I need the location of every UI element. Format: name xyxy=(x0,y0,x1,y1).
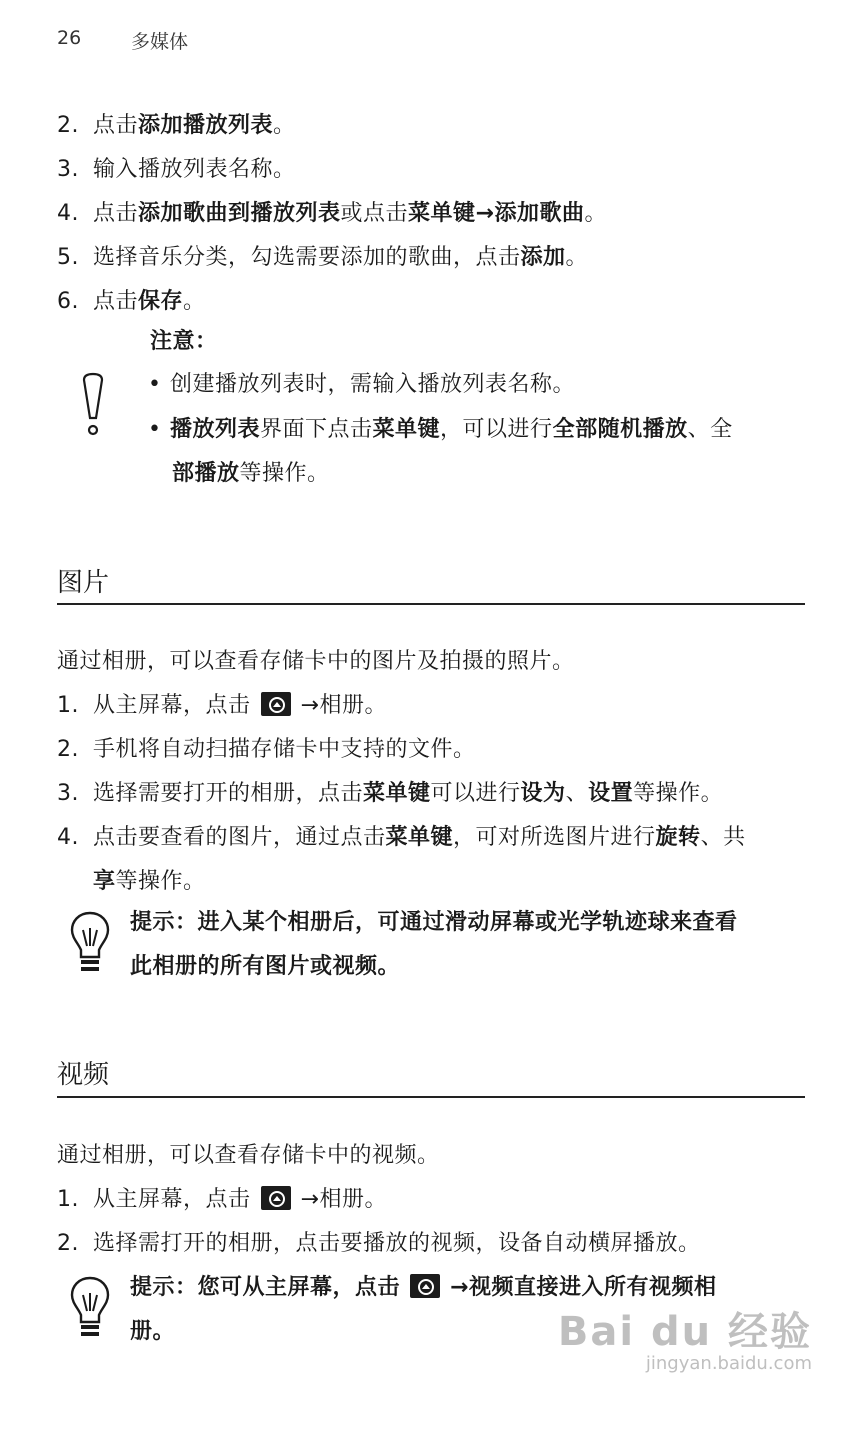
pictures-step-4-continued xyxy=(93,867,206,897)
note-title: 注意： xyxy=(150,329,218,354)
emphasis-text: 添加 xyxy=(520,245,566,270)
video-step-1 xyxy=(57,1185,387,1215)
emphasis-text: 播放列表 xyxy=(170,417,261,442)
body-text: 选择音乐分类，勾选需要添加的歌曲，点击 xyxy=(93,245,521,270)
playlist-step xyxy=(57,287,206,317)
body-text: 选择需要打开的相册，点击 xyxy=(93,781,364,806)
body-text: 。 xyxy=(183,289,206,314)
playlist-step xyxy=(57,243,588,273)
step-text: 从主屏幕，点击 xyxy=(93,693,251,718)
section-divider xyxy=(57,1096,805,1098)
pictures-step-2 xyxy=(57,735,476,765)
playlist-step xyxy=(57,155,296,185)
pictures-tip-line-2: 此相册的所有图片或视频。 xyxy=(130,954,401,979)
baidu-watermark xyxy=(558,1300,812,1374)
step-text: 手机将自动扫描存储卡中支持的文件。 xyxy=(93,737,476,762)
emphasis-text: 全部随机播放 xyxy=(552,417,688,442)
step-text xyxy=(93,825,746,850)
step-text: →相册。 xyxy=(300,693,387,718)
body-text: 点击要查看的图片，通过点击 xyxy=(93,825,386,850)
step-text: →相册。 xyxy=(300,1187,387,1212)
emphasis-text: 添加歌曲到播放列表 xyxy=(138,201,341,226)
lightbulb-icon xyxy=(68,910,112,976)
watermark-logo: Bai du 经验 xyxy=(557,1309,812,1355)
emphasis-text: 设置 xyxy=(588,781,634,806)
step-text xyxy=(93,781,723,806)
pictures-step-1 xyxy=(57,691,387,721)
pictures-step-4 xyxy=(57,823,746,853)
step-number: 2. xyxy=(57,737,79,762)
home-launcher-icon xyxy=(410,1274,440,1298)
video-tip-line-1 xyxy=(130,1273,716,1303)
body-text: 、全 xyxy=(687,417,733,442)
note-item-1-text: 创建播放列表时，需输入播放列表名称。 xyxy=(170,372,576,397)
step-number: 1. xyxy=(57,1187,79,1212)
step-number: 4. xyxy=(57,201,79,226)
body-text: 。 xyxy=(584,201,607,226)
lightbulb-icon xyxy=(68,1275,112,1341)
step-number: 3. xyxy=(57,157,79,182)
emphasis-text: 保存 xyxy=(138,289,184,314)
body-text: ，可对所选图片进行 xyxy=(453,825,656,850)
step-text: 选择需打开的相册，点击要播放的视频，设备自动横屏播放。 xyxy=(93,1231,701,1256)
emphasis-text: 添加播放列表 xyxy=(138,113,274,138)
emphasis-text: 享 xyxy=(93,869,116,894)
pictures-tip-line-1: 提示：进入某个相册后，可通过滑动屏幕或光学轨迹球来查看 xyxy=(130,910,738,935)
note-item-1 xyxy=(148,370,575,400)
step-number: 6. xyxy=(57,289,79,314)
bullet: • xyxy=(148,417,162,442)
emphasis-text: 菜单键 xyxy=(385,825,454,850)
home-launcher-icon xyxy=(261,692,291,716)
step-number: 2. xyxy=(57,1231,79,1256)
step-text: 从主屏幕，点击 xyxy=(93,1187,251,1212)
body-text: 界面下点击 xyxy=(260,417,373,442)
body-text: 等操作。 xyxy=(633,781,724,806)
emphasis-text: 菜单键 xyxy=(363,781,431,806)
body-text: 或点击 xyxy=(340,201,409,226)
body-text: 点击 xyxy=(93,113,139,138)
body-text: 等操作。 xyxy=(115,869,206,894)
step-number: 4. xyxy=(57,825,79,850)
video-tip-line-2: 册。 xyxy=(130,1319,176,1344)
body-text: 、 xyxy=(565,781,589,806)
body-text: 。 xyxy=(273,113,296,138)
section-title-video: 视频 xyxy=(57,1060,110,1090)
step-number: 1. xyxy=(57,693,79,718)
emphasis-text: 菜单键→添加歌曲 xyxy=(408,201,585,226)
section-divider xyxy=(57,603,805,605)
step-number: 2. xyxy=(57,113,79,138)
body-text: 输入播放列表名称。 xyxy=(93,157,296,182)
note-item-2-line-2 xyxy=(172,459,330,489)
body-text: 等操作。 xyxy=(239,461,330,486)
bullet: • xyxy=(148,372,162,397)
emphasis-text: 旋转 xyxy=(655,825,701,850)
body-text: 、共 xyxy=(700,825,746,850)
body-text: 。 xyxy=(565,245,589,270)
pictures-intro: 通过相册，可以查看存储卡中的图片及拍摄的照片。 xyxy=(57,649,575,674)
pictures-step-3 xyxy=(57,779,723,809)
emphasis-text: 部播放 xyxy=(172,461,240,486)
exclamation-icon xyxy=(80,372,106,438)
playlist-step xyxy=(57,199,607,229)
step-number: 3. xyxy=(57,781,79,806)
step-number: 5. xyxy=(57,245,79,270)
tip-text: 提示：您可从主屏幕，点击 xyxy=(130,1275,401,1300)
tip-text: →视频直接进入所有视频相 xyxy=(450,1275,717,1300)
emphasis-text: 菜单键 xyxy=(372,417,441,442)
chapter-title: 多媒体 xyxy=(131,31,189,53)
body-text: ，可以进行 xyxy=(440,417,553,442)
section-title-pictures: 图片 xyxy=(57,568,110,598)
note-item-2 xyxy=(148,415,733,445)
body-text: 可以进行 xyxy=(430,781,521,806)
emphasis-text: 设为 xyxy=(520,781,566,806)
home-launcher-icon xyxy=(261,1186,291,1210)
note-item-2-line-1 xyxy=(170,417,733,442)
watermark-url: jingyan.baidu.com xyxy=(645,1353,812,1374)
playlist-step xyxy=(57,111,296,141)
video-intro: 通过相册，可以查看存储卡中的视频。 xyxy=(57,1143,440,1168)
body-text: 点击 xyxy=(93,201,139,226)
body-text: 点击 xyxy=(93,289,139,314)
page-number: 26 xyxy=(57,27,82,49)
video-step-2 xyxy=(57,1229,701,1259)
